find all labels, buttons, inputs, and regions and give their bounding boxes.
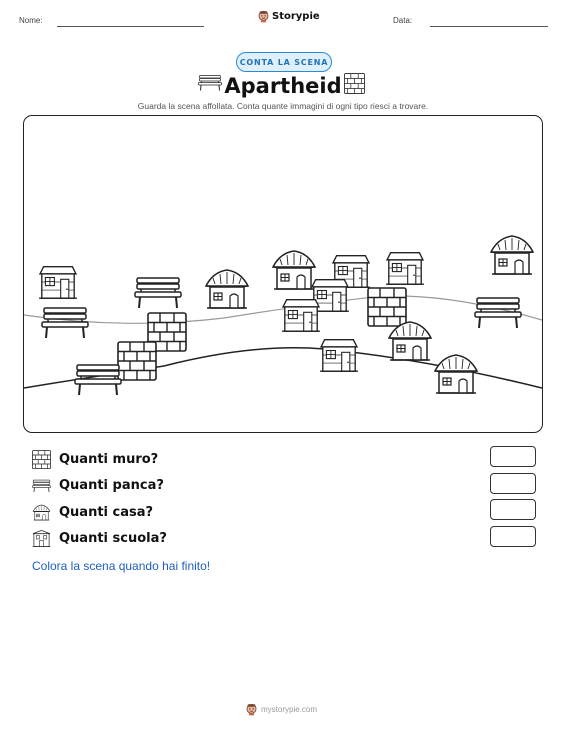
name-line[interactable]	[57, 26, 204, 27]
hut-icon	[435, 355, 477, 393]
storypie-logo-icon	[257, 10, 270, 23]
question-text: Quanti scuola?	[59, 531, 167, 547]
wall-icon	[118, 342, 156, 380]
answer-box-bench[interactable]	[490, 473, 536, 494]
hut-icon	[32, 504, 51, 521]
wall-icon	[368, 288, 406, 326]
activity-badge	[236, 52, 332, 72]
brand-logo	[257, 10, 320, 23]
house-icon	[320, 340, 358, 372]
activity-badge-label: CONTA LA SCENA	[239, 57, 329, 67]
footer	[245, 703, 317, 716]
question-text: Quanti casa?	[59, 504, 154, 520]
footer-url[interactable]: mystorypie.com	[261, 705, 318, 714]
answer-box-wall[interactable]	[490, 446, 536, 467]
date-label: Data:	[393, 16, 413, 25]
hut-icon	[206, 270, 248, 308]
date-line[interactable]	[430, 26, 548, 27]
bench-icon	[75, 365, 121, 395]
hut-icon	[491, 236, 533, 274]
brand-name: Storypie	[272, 11, 320, 22]
storypie-logo-icon	[245, 703, 258, 716]
bench-icon	[475, 298, 521, 328]
question-text: Quanti panca?	[59, 478, 164, 494]
question-row-house	[32, 499, 536, 526]
house-icon	[39, 267, 77, 299]
house-icon	[386, 253, 424, 285]
school-icon	[32, 529, 51, 548]
name-label: Nome:	[19, 16, 43, 25]
hut-icon	[273, 251, 315, 289]
answer-box-school[interactable]	[490, 526, 536, 547]
coloring-note: Colora la scena quando hai finito!	[32, 559, 211, 573]
page-title: Apartheid	[224, 74, 342, 98]
bench-icon	[42, 308, 88, 338]
instructions: Guarda la scena affollata. Conta quante immagini di ogni tipo riesci a trovare.	[137, 101, 429, 111]
scene-panel[interactable]	[23, 115, 543, 433]
wall-icon	[344, 73, 365, 94]
scene-items	[39, 236, 533, 395]
question-row-wall	[32, 446, 536, 473]
answer-box-house[interactable]	[490, 499, 536, 520]
bench-icon	[198, 74, 222, 92]
scene-drawing	[24, 116, 542, 432]
back-hill-line	[24, 296, 542, 323]
hut-icon	[389, 322, 431, 360]
question-row-bench	[32, 473, 536, 500]
bench-icon	[32, 479, 51, 493]
question-text: Quanti muro?	[59, 451, 159, 467]
bench-icon	[135, 278, 181, 308]
wall-icon	[32, 450, 51, 469]
house-icon	[282, 300, 320, 332]
question-row-school	[32, 526, 536, 553]
question-list	[32, 446, 536, 552]
